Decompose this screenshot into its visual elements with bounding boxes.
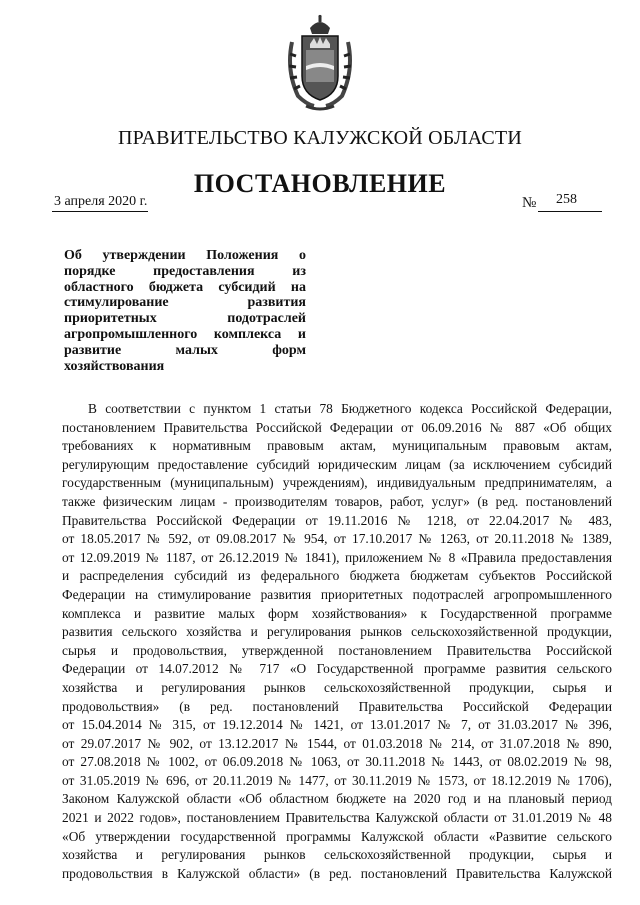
body-line: Федерации от 14.07.2012 № 717 «О Государственной программе развития сельского <box>62 661 612 677</box>
body-line: сырья и продовольствия, утвержденной постановлением Правительства Российской <box>62 642 612 658</box>
body-line: от 15.04.2014 № 315, от 19.12.2014 № 1421, от 13.01.2017 № 7, от 31.03.2017 № 396, <box>62 717 612 733</box>
body-line: продовольствия» (в ред. постановлений Правительства Российской Федерации <box>62 698 612 714</box>
body-line: постановлением Правительства Российской Федерации от 06.09.2016 № 887 «Об общих <box>62 419 612 435</box>
number-sign: № <box>522 195 537 211</box>
subject-line: хозяйствования <box>64 358 165 374</box>
government-title: ПРАВИТЕЛЬСТВО КАЛУЖСКОЙ ОБЛАСТИ <box>118 127 522 149</box>
document-number: 258 <box>556 192 577 207</box>
body-line: продовольствия в Калужской области» (в ред. постановлений Правительства Калужской <box>62 865 612 881</box>
subject-line: Об утверждении Положения о <box>64 248 306 263</box>
body-line: В соответствии с пунктом 1 статьи 78 Бюджетного кодекса Российской Федерации, <box>88 401 612 416</box>
body-line: требованиях к нормативным правовым актам, муниципальным правовым актам, <box>62 438 612 454</box>
body-line: комплекса и развитие малых форм хозяйствования» к Государственной программе <box>62 605 612 621</box>
body-line: развития сельского хозяйства и регулирования рынков сельскохозяйственной продукции, <box>62 624 612 640</box>
body-line: Федерации на стимулирование развития приоритетных подотраслей агропромышленного <box>62 586 612 602</box>
body-line: от 27.08.2018 № 1002, от 06.09.2018 № 1063, от 30.11.2018 № 1443, от 08.02.2019 № 98, <box>62 754 612 770</box>
document-date: 3 апреля 2020 г. <box>54 194 148 209</box>
date-underline <box>52 211 148 212</box>
body-line: также физическим лицам - производителям товаров, работ, услуг» (в ред. постановлений <box>62 493 612 509</box>
body-line: хозяйства и регулирования рынков сельскохозяйственной продукции, сырья и <box>62 679 612 695</box>
body-line: хозяйства и регулирования рынков сельскохозяйственной продукции, сырья и <box>62 847 612 863</box>
body-line: Законом Калужской области «Об областном бюджете на 2020 год и на плановый период <box>62 791 612 807</box>
body-line: от 29.07.2017 № 902, от 13.12.2017 № 1544, от 01.03.2018 № 214, от 31.07.2018 № 890, <box>62 735 612 751</box>
body-line: «Об утверждении государственной программы Калужской области «Развитие сельского <box>62 828 612 844</box>
body-line: регулирующим предоставление субсидий юридическим лицам (за исключением субсидий <box>62 456 612 472</box>
document-subject <box>64 248 306 374</box>
subject-line: развитие малых форм <box>64 342 306 358</box>
document-type-title: ПОСТАНОВЛЕНИЕ <box>193 169 447 198</box>
document-body <box>62 400 612 883</box>
subject-line: стимулирование развития <box>64 295 306 311</box>
body-line: государственным (муниципальным) учреждениям), индивидуальным предпринимателям, а <box>62 475 612 491</box>
body-line: Правительства Российской Федерации от 19.11.2016 № 1218, от 22.04.2017 № 483, <box>62 512 612 528</box>
body-line: и распределения субсидий из федерального бюджета бюджетам субъектов Российской <box>62 568 612 584</box>
coat-of-arms-icon <box>284 14 356 114</box>
body-line: 2021 и 2022 годов», постановлением Правительства Калужской области от 31.01.2019 № 48 <box>62 810 612 826</box>
subject-line: агропромышленного комплекса и <box>64 326 306 342</box>
subject-line: приоритетных подотраслей <box>64 311 306 327</box>
body-line: от 31.05.2019 № 696, от 20.11.2019 № 1477, от 30.11.2019 № 1573, от 18.12.2019 № 1706), <box>62 772 612 788</box>
body-line: от 18.05.2017 № 592, от 09.08.2017 № 954, от 17.10.2017 № 1263, от 20.11.2018 № 1389, <box>62 531 612 547</box>
number-underline <box>538 211 602 212</box>
body-line: от 12.09.2019 № 1187, от 26.12.2019 № 1841), приложением № 8 «Правила предоставления <box>62 549 612 565</box>
subject-line: порядке предоставления из <box>64 263 306 279</box>
subject-line: областного бюджета субсидий на <box>64 279 306 295</box>
